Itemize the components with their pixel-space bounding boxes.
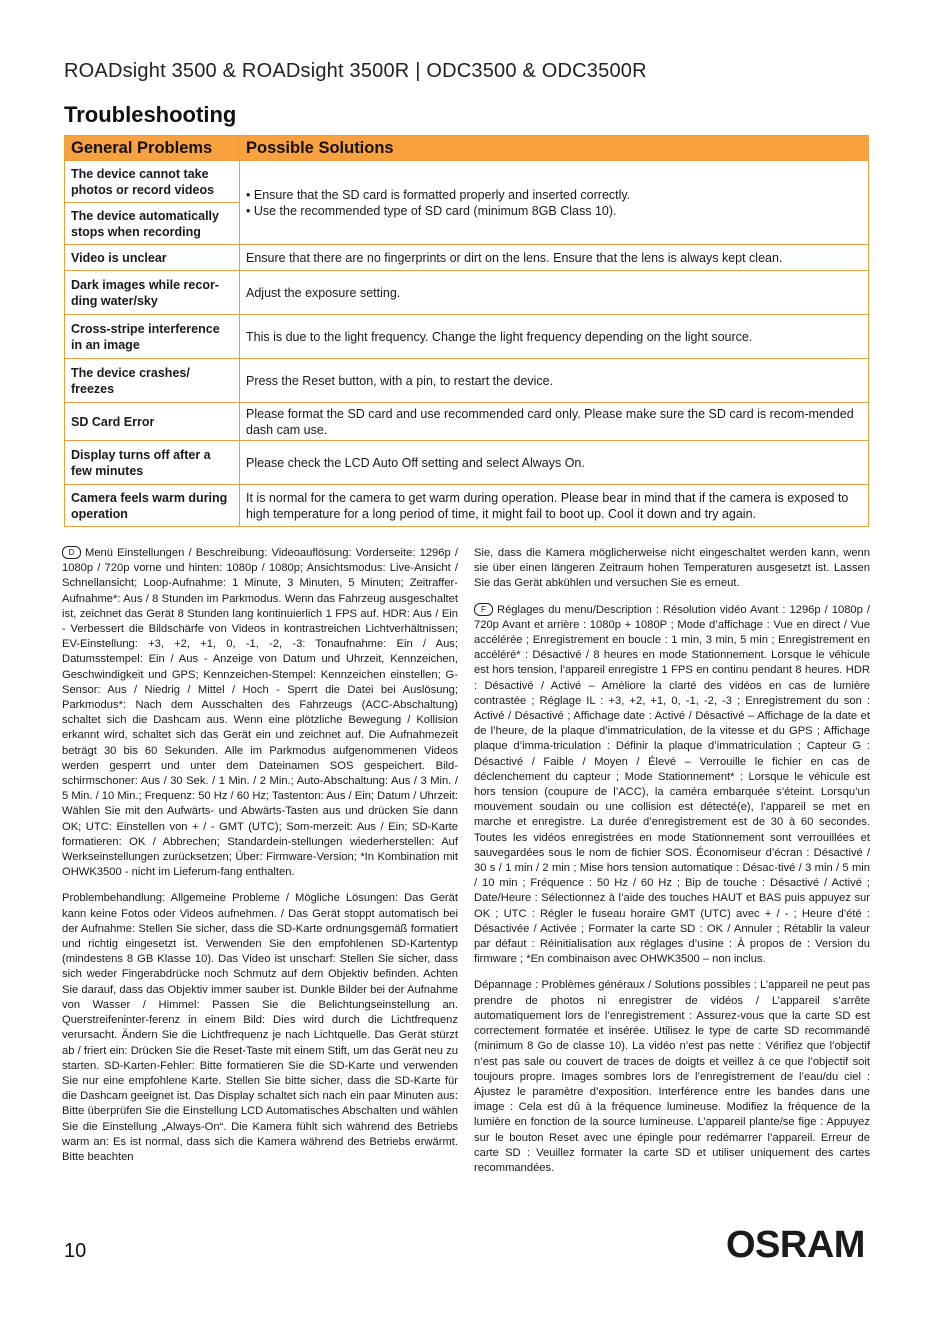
german-settings-paragraph: [62, 546, 458, 880]
french-settings-paragraph: [474, 603, 870, 968]
osram-logo: OSRAM: [726, 1224, 865, 1266]
solution-cell: This is due to the light frequency. Change the light frequency depending on the light source.: [240, 315, 869, 359]
french-settings-text: Réglages du menu/Description : Résolution vidéo Avant : 1296p / 1080p / 720p Avant et arrière : 1080p + 1080P ; Mode d’affichage : Vue en direct / Vue accélérée ; Enregistrement en boucle : 1 min, 3 min, 5 min ; Enregistrement en accéléré* : Désactivé / 8 heures en mode Stationnement. Lorsque le véhicule est hors tension, l’appareil enregistre 1 FPS en continu pendant 8 heures. HDR : Désactivé / Activé – Améliore la clarté des vidéos en cas de lumière contrastée ; Réglage IL : +3, +2, +1, 0, -1, -2, -3 ; Enregistrement du son : Activé / Désactivé ; Affichage date : Activé / Désactivé – Affichage de la date et de l’heure, de la plaque d’immatriculation, de la vitesse et du GPS ; Affichage plaque d’imma-triculation : Définir la plaque d’immatriculation ; Capteur G : Désactivé / Faible / Moyen / Élevé – Verrouille le fichier en cas de déclenchement du capteur ; Mode Stationnement* : Lorsque le véhicule est hors tension (coupure de l’ACC), la caméra embarquée s’éteint. Lorsqu’un mouvement soudain ou une collision est détecté(e), l’appareil se met en marche et enregistre. La durée d’enregistrement est de 30 à 60 secondes. Toutes les vidéos enregistrées en mode Stationnement sont verrouillées et sauvegardées sous le nom de fichier SOS. Économiseur d’écran : Désactivé / 30 s / 1 min / 2 min ; Mise hors tension automatique : Désac-tivé / 3 min / 5 min / 10 min ; Fréquence : 50 Hz / 60 Hz ; Bip de touche : Désactivé / Activé ; Date/Heure : Sélectionnez à l’aide des touches HAUT et BAS puis appuyez sur OK ; UTC : Régler le fuseau horaire GMT (UTC) avec + / - ; Heure d’été : Désactivée / Activée ; Formater la carte SD : OK / Annuler ; Rétablir la valeur par défaut : Réinitialisation aux réglages d’usine : À propos de : Version du firmware ; *En combinaison avec OHWK3500 – non inclus.: [474, 603, 870, 966]
table-row: [65, 245, 869, 271]
solution-cell: Press the Reset button, with a pin, to restart the device.: [240, 359, 869, 403]
document-header-title: ROADsight 3500 & ROADsight 3500R | ODC3500 & ODC3500R: [64, 60, 647, 82]
table-row: [65, 271, 869, 315]
page-number: 10: [64, 1240, 87, 1262]
problem-cell: SD Card Error: [65, 403, 240, 441]
header-general-problems: General Problems: [65, 136, 240, 161]
troubleshooting-table: [64, 135, 869, 527]
table-row: [65, 485, 869, 527]
table-header-row: [65, 136, 869, 161]
language-badge-de: D: [62, 546, 81, 559]
table-row: [65, 441, 869, 485]
problem-cell: Video is unclear: [65, 245, 240, 271]
problem-cell: Camera feels warm during operation: [65, 485, 240, 527]
table-row: [65, 315, 869, 359]
problem-cell: The device crashes/ freezes: [65, 359, 240, 403]
solution-cell: Ensure that there are no fingerprints or dirt on the lens. Ensure that the lens is always kept clean.: [240, 245, 869, 271]
section-title: Troubleshooting: [64, 102, 237, 127]
problem-cell: Dark images while recor-ding water/sky: [65, 271, 240, 315]
solution-cell: Adjust the exposure setting.: [240, 271, 869, 315]
list-item: • Ensure that the SD card is formatted properly and inserted correctly.: [246, 187, 862, 203]
problem-cell: Cross-stripe interference in an image: [65, 315, 240, 359]
header-possible-solutions: Possible Solutions: [240, 136, 869, 161]
solution-cell: Please format the SD card and use recommended card only. Please make sure the SD card is recom-mended dash cam use.: [240, 403, 869, 441]
french-troubleshooting-paragraph: Dépannage : Problèmes généraux / Solutions possibles : L’appareil ne peut pas prendre de photos ni enregistrer de vidéos / L’appareil s’arrête automatiquement lors de l’enregistrement : Assurez-vous que la carte SD est correctement formatée et insérée. Utilisez le type de carte SD recommandé (minimum 8 Go de classe 10). La vidéo n’est pas nette : Vérifiez que l’objectif n’est pas sale ou couvert de traces de doigts et veillez à ce que l’objectif soit toujours propre. Images sombres lors de l’enregistrement de l’eau/du ciel : Ajustez le paramètre d’exposition. Interférence entre les bandes dans une image : Cela est dû à la fréquence lumineuse. Modifiez la fréquence de la lumière en fonction de la source lumineuse. L’appareil plante/se fige : Appuyez sur le bouton Reset avec une épingle pour redémarrer l’appareil. Erreur de carte SD : Veuillez formater la carte SD et utiliser uniquement des cartes recommandées.: [474, 979, 870, 1174]
problem-cell: Display turns off after a few minutes: [65, 441, 240, 485]
german-troubleshooting-paragraph: Problembehandlung: Allgemeine Probleme / Mögliche Lösungen: Das Gerät kann keine Fotos oder Videos aufnehmen. / Das Gerät stoppt automatisch bei der Aufnahme: Stellen Sie sicher, dass die SD-Karte ordnungsgemäß formatiert und richtig eingesetzt ist. Verwenden Sie den empfohlenen SD-Kartentyp (mindestens 8 GB Klasse 10). Das Video ist unscharf: Stellen Sie sicher, dass sich weder Fingerabdrücke noch Schmutz auf dem Objektiv befinden. Achten Sie darauf, dass das Objektiv immer sauber ist. Dunkle Bilder bei der Aufnahme von Wasser / Himmel: Passen Sie die Belichtungseinstellung an. Querstreifeninter-ferenz in einem Bild: Dies wird durch die Lichtfrequenz verursacht. Ändern Sie die Lichtfrequenz je nach Lichtquelle. Das Gerät stürzt ab / friert ein: Drücken Sie die Reset-Taste mit einem Stift, um das Gerät neu zu starten. SD-Karten-Fehler: Bitte formatieren Sie die SD-Karte und verwenden Sie nur eine empfohlene Karte. Stellen Sie bitte sicher, dass die SD-Karte für die Dashcam geeignet ist. Das Display schaltet sich nach ein paar Minuten aus: Bitte überprüfen Sie die Einstellung LCD Automatisches Abschalten und wählen Sie die Einstellung „Always-On“. Die Kamera fühlt sich während des Betriebs warm an: Es ist normal, dass sich die Kamera während des Betriebs erwärmt. Bitte beachten: [62, 892, 458, 1163]
language-badge-fr: F: [474, 603, 493, 616]
table-row: [65, 359, 869, 403]
table-row: [65, 403, 869, 441]
solution-cell: [240, 161, 869, 245]
german-settings-text: Menü Einstellungen / Beschreibung: Videoauflösung: Vorderseite: 1296p / 1080p / 720p vorne und hinten: 1080p / 1080p; Ansichtsmodus: Live-Ansicht / Schnellansicht; Loop-Aufnahme: 1 Minute, 3 Minuten, 5 Minuten; Zeitraffer-Aufnahme*: Aus / 8 Stunden im Parkmodus. Wenn das Fahrzeug ausgeschaltet ist, zeichnet das Gerät 8 Stunden lang kontinuierlich 1 FPS auf. HDR: Aus / Ein - Verbessert die Bildschärfe von Videos in kontrastreichen Lichtverhältnissen; EV-Einstellung: +3, +2, +1, 0, -1, -2, -3: Tonaufnahme: Ein / Aus; Datumsstempel: Ein / Aus - Anzeige von Datum und Uhrzeit, Kennzeichen, Geschwindigkeit und GPS; Kennzeichen-Stempel: Kennzeichen einstellen; G-Sensor: Aus / Niedrig / Mittel / Hoch - Sperrt die Datei bei Auslösung; Parkmodus*: Nach dem Ausschalten des Fahrzeugs (ACC-Abschaltung) schaltet sich die Dashcam aus. Wenn eine plötzliche Bewegung / Kollision erkannt wird, schaltet sich das Gerät ein und zeichnet auf. Die Aufnahmezeit beträgt 30 bis 60 Sekunden. Alle im Parkmodus aufgenommenen Videos werden gesperrt und unter dem Dateinamen SOS gespeichert. Bild-schirmschoner: Aus / 30 Sek. / 1 Min. / 2 Min.; Auto-Abschaltung: Aus / 3 Min. / 5 Min. / 10 Min.; Frequenz: 50 Hz / 60 Hz; Tastenton: Aus / Ein; Datum / Uhrzeit: Wählen Sie mit den Aufwärts- und Abwärts-Tasten aus und drücken Sie dann OK; UTC: Einstellen von + / - GMT (UTC); Som-merzeit: Aus / Ein; SD-Karte formatieren: OK / Abbrechen; Standardein-stellungen wiederherstellen: Auf Werkseinstellungen zurücksetzen; Über: Firmware-Version; *In Kombination mit OHWK3500 - nicht im Lieferum-fang enthalten.: [62, 547, 458, 879]
solution-list: [246, 187, 862, 219]
problem-cell: The device automatically stops when recording: [65, 203, 240, 245]
list-item: • Use the recommended type of SD card (minimum 8GB Class 10).: [246, 203, 862, 219]
german-continuation-paragraph: Sie, dass die Kamera möglicherweise nicht eingeschaltet werden kann, wenn sie über einen längeren Zeitraum hohen Temperaturen ausgesetzt ist. Lassen Sie das Gerät abkühlen und versuchen Sie es erneut.: [474, 547, 870, 590]
solution-cell: It is normal for the camera to get warm during operation. Please bear in mind that if the camera is exposed to high temperature for a long period of time, it might fail to boot up. Cool it down and try again.: [240, 485, 869, 527]
table-row: [65, 161, 869, 203]
problem-cell: The device cannot take photos or record videos: [65, 161, 240, 203]
right-column: [474, 546, 870, 1187]
left-column: [62, 546, 458, 1176]
solution-cell: Please check the LCD Auto Off setting and select Always On.: [240, 441, 869, 485]
